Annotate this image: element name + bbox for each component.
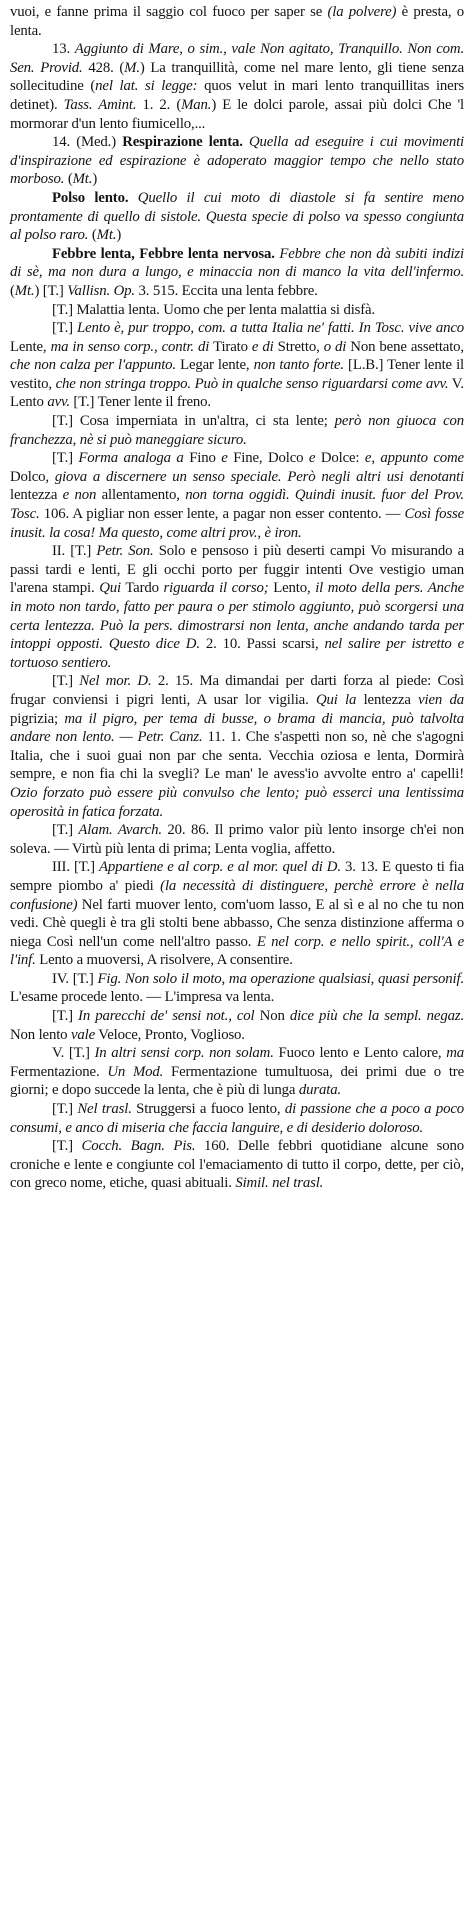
italic-text: non tanto forte. (253, 357, 344, 374)
italic-text: e, appunto come (364, 450, 464, 467)
body-text: Tardo (120, 580, 164, 597)
body-text: Struggersi a fuoco lento, (131, 1101, 285, 1118)
italic-text: ma il pigro, per tema di busse, o brama di mancia, può talvolta andare non lento. — (10, 710, 464, 746)
headword-text: Polso lento. (52, 189, 129, 206)
body-text: Lento, (268, 580, 316, 597)
italic-text: Lento è, pur troppo, com. a tutta Italia ne' fatti. In Tosc. vive anco (77, 320, 464, 337)
entry-paragraph (10, 1044, 464, 1100)
italic-text: Qui la (315, 691, 357, 708)
body-text: Dolco, (10, 468, 55, 485)
italic-text: vien da (418, 691, 464, 708)
italic-text: il moto della pers. Anche in moto non tardo, fatto per paura o per stimolo aggiunto, può scorgersi una certa lentezza. Può la pers. dimostrarsi non lenta, anche andando tarda per intoppi opposti. Questo dice D. (10, 580, 464, 653)
body-text: 1. 2. ( (136, 96, 182, 113)
body-text: Fine, Dolco (227, 450, 309, 467)
body-text: 2. 15. Ma dimandai per darti forza al piede: Così frugar conviensi i pigri lenti, A usar lor vigilia. (10, 673, 464, 708)
body-text: III. [T.] (52, 859, 99, 876)
italic-text: Così fosse inusit. la cosa! Ma questo, come altri prov., è iron. (10, 506, 465, 541)
entry-paragraph (10, 189, 464, 245)
entry-paragraph (10, 3, 464, 40)
body-text: Nel farti muover lento, com'uom lasso, E al sì e al no che tu non vedi. Chè quegli è tra gli stolti bene abbasso, Che senza distinzione afferma o niega Così nell'un come nell'altro passo. (10, 896, 464, 950)
body-text: 428. ( (82, 59, 125, 76)
italic-text: Cocch. Bagn. Pis. (81, 1138, 196, 1155)
italic-text: Appartiene e al corp. e al mor. quel di D. (98, 859, 341, 876)
body-text: Veloce, Pronto, Voglioso. (95, 1026, 245, 1043)
italic-text: Qui (99, 580, 121, 597)
body-text: [T.] (52, 822, 79, 839)
body-text: V. [T.] (52, 1045, 95, 1062)
body-text: Solo e pensoso i più deserti campi Vo misurando a passi tardi e lenti, E gli occhi porto per fuggir intenti Ove vestigio uman l'arena stampi. (10, 543, 464, 597)
italic-text: Mt. (96, 227, 117, 244)
italic-text: e (308, 450, 316, 467)
italic-text: durata. (298, 1082, 341, 1099)
entry-paragraph (10, 672, 464, 821)
italic-text: Simil. nel trasl. (235, 1175, 324, 1192)
italic-text: Quello il cui moto di diastole si fa sentire meno prontamente di quello di sistole. Questa specie di polso va spesso congiunta al polso raro. (10, 189, 465, 244)
italic-text: nel salire per istretto e tortuoso sentiero. (10, 636, 465, 671)
italic-text: e non (62, 487, 97, 504)
body-text: Fermentazione tumultuosa, dei primi due o tre giorni; e dopo succede la lenta, che è più di lunga (10, 1063, 465, 1099)
body-text: [T.] (52, 673, 80, 690)
italic-text: Alam. Avarch. (78, 822, 162, 839)
body-text: [T.] (52, 450, 79, 467)
body-text: ( (10, 282, 15, 299)
body-text: IV. [T.] (52, 970, 98, 987)
body-text: quos velut in mari lento tranquillitas iners detinet). (10, 78, 464, 113)
italic-text: però non giuoca con franchezza, nè si può maneggiare sicuro. (10, 413, 464, 448)
italic-text: o di (323, 338, 347, 355)
italic-text: Fig. Non solo il moto, ma operazione qualsiasi, quasi personif. (97, 970, 464, 987)
body-text: 106. A pigliar non esser lente, a pagar non esser contento. — (39, 506, 405, 523)
body-text: allentamento, (96, 487, 186, 504)
body-text: II. [T.] (52, 543, 97, 560)
body-text: 2. 10. Passi scarsi, (199, 636, 325, 653)
body-text: Tirato (209, 338, 252, 355)
italic-text: Vallisn. Op. (67, 282, 135, 299)
body-text: Legar lente, (175, 357, 254, 374)
body-text: 160. Delle febbri quotidiane alcune sono croniche e lente e congiunte col l'emaciamento di tutto il corpo, dette, per ciò, con greco nome, etiche, quasi abituali. (10, 1138, 464, 1192)
italic-text: di passione che a poco a poco consumi, e anco di miseria che faccia languire, e di desiderio doloroso. (10, 1101, 464, 1136)
entry-paragraph (10, 1100, 464, 1137)
body-text: 11. 1. Che s'aspetti non so, nè che s'agogni Italia, che i suoi guai non par che senta. Vecchia oziosa e lenta, Dormirà sempre, e non fia chi la svegli? Le man' le avess'io avvolte entro a' capelli! (10, 729, 464, 783)
headword-text: Respirazione lenta. (122, 134, 243, 151)
body-text: [L.B.] Tener lente il vestito, (10, 357, 464, 392)
body-text (128, 190, 137, 206)
italic-text: e di (251, 338, 274, 355)
italic-text: che non stringa troppo. Può in qualche senso riguardarsi come avv. (55, 375, 449, 392)
entry-paragraph (10, 1007, 464, 1044)
italic-text: giova a discernere un senso speciale. Però negli altri usi denotanti (54, 468, 464, 485)
body-text: [T.] (52, 1138, 82, 1155)
body-text: ( (88, 227, 97, 244)
italic-text: nel lat. si legge: (95, 78, 198, 95)
italic-text: Un Mod. (107, 1063, 164, 1080)
italic-text: Febbre che non dà subiti indizi di sè, ma non dura a lungo, e minaccia non di manco la vita dell'infermo. (10, 245, 464, 281)
italic-text: Tass. Amint. (63, 96, 137, 113)
italic-text: ma (446, 1045, 464, 1062)
entry-paragraph (10, 1137, 464, 1193)
italic-text: (la polvere) (327, 4, 397, 20)
body-text: 14. (Med.) (52, 134, 123, 151)
body-text: [T.] Cosa imperniata in un'altra, ci sta lente; (52, 413, 335, 430)
body-text: Lento a muoversi, A risolvere, A consentire. (35, 952, 293, 969)
entry-paragraph (10, 319, 464, 412)
body-text: [T.] (52, 1008, 79, 1025)
body-text: Fermentazione. (10, 1063, 108, 1080)
body-text: 3. 515. Eccita una lenta febbre. (134, 282, 318, 299)
italic-text: In altri sensi corp. non solam. (94, 1045, 274, 1062)
body-text: è presta, o lenta. (10, 4, 464, 39)
italic-text: riguarda il corso; (163, 580, 269, 597)
entry-paragraph (10, 970, 464, 1007)
entry-paragraph (10, 412, 464, 449)
entry-paragraph (10, 542, 464, 672)
body-text: [T.] (52, 1101, 78, 1118)
body-text: ) La tranquillità, come nel mare lento, gli tiene senza sollecitudine ( (10, 59, 464, 95)
entry-paragraph (10, 449, 464, 542)
body-text: vuoi, e fanne prima il saggio col fuoco per saper se (10, 4, 328, 20)
italic-text: Man. (181, 96, 212, 113)
entry-paragraph (10, 245, 464, 301)
italic-text: Nel mor. D. (79, 673, 152, 690)
body-text: 13. (52, 41, 75, 58)
italic-text: (la necessità di distinguere, perchè errore è nella confusione) (10, 877, 464, 913)
italic-text: dice più che la sempl. negaz. (289, 1008, 464, 1025)
body-text: Stretto, (273, 338, 324, 355)
italic-text: Mt. (72, 171, 93, 188)
italic-text: che non calza per l'appunto. (10, 357, 176, 374)
italic-text: In parecchi de' sensi not., col (78, 1008, 255, 1025)
body-text: 20. 86. Il primo valor più lento insorge ch'ei non soleva. — Virtù più lenta di prima; Lenta voglia, affetto. (10, 822, 464, 857)
body-text: ) [T.] (34, 282, 68, 299)
body-text: Fuoco lento e Lento calore, (273, 1045, 447, 1062)
body-text: ( (64, 171, 73, 188)
headword-text: Febbre lenta, Febbre lenta nervosa. (52, 245, 275, 262)
italic-text: Nel trasl. (77, 1101, 132, 1118)
italic-text: Petr. Son. (96, 543, 154, 560)
italic-text: vale (70, 1026, 96, 1043)
italic-text: Ozio forzato può essere più convulso che lento; può esserci una lentissima operosità in fatica forzata. (10, 784, 464, 820)
body-text: Non lento (10, 1026, 71, 1043)
body-text: Lente, (10, 338, 51, 355)
italic-text: e (221, 450, 228, 467)
entry-paragraph (10, 301, 464, 320)
italic-text: Mt. (14, 282, 35, 299)
body-text: Dolce: (315, 450, 365, 467)
body-text: Non bene assettato, (346, 338, 464, 355)
body-text: ) (92, 171, 98, 188)
body-text: [T.] (52, 320, 78, 337)
body-text: 3. 13. E questo ti fia sempre piombo a' piedi (10, 859, 464, 894)
body-text: [T.] Malattia lenta. Uomo che per lenta malattia si disfà. (52, 301, 376, 318)
entry-paragraph (10, 858, 464, 970)
body-text: V. Lento (10, 375, 464, 411)
body-text: ) E le dolci parole, assai più dolci Che 'l mormorar d'un lento fiumicello,... (10, 96, 464, 132)
entry-paragraph (10, 133, 464, 189)
body-text: pigrizia; (10, 710, 65, 727)
body-text: lentezza (10, 487, 63, 504)
italic-text: Aggiunto di Mare, o sim., vale Non agitato, Tranquillo. Non com. Sen. Provid. (10, 41, 464, 76)
body-text: L'esame procede lento. — L'impresa va lenta. (10, 989, 275, 1006)
italic-text: E nel corp. e nello spirit., coll'A e l'inf. (10, 933, 464, 969)
body-text: Non (254, 1008, 290, 1025)
entry-paragraph (10, 40, 464, 133)
italic-text: avv. (47, 394, 70, 411)
italic-text: non torna oggidì. Quindi inusit. fuor del Prov. Tosc. (10, 487, 464, 523)
body-text: ) (116, 227, 122, 244)
italic-text: Petr. Canz. (137, 729, 203, 746)
italic-text: ma in senso corp., contr. di (50, 338, 210, 355)
body-text: Fino (183, 450, 222, 467)
italic-text: Forma analoga a (78, 450, 184, 467)
italic-text: Quella ad eseguire i cui movimenti d'inspirazione ed espirazione è adoperato maggior tempo che nello stato morboso. (10, 134, 464, 188)
italic-text: M. (124, 59, 140, 76)
body-text: [T.] Tener lente il freno. (69, 394, 211, 411)
entry-paragraph (10, 821, 464, 858)
body-text: lentezza (356, 691, 419, 708)
